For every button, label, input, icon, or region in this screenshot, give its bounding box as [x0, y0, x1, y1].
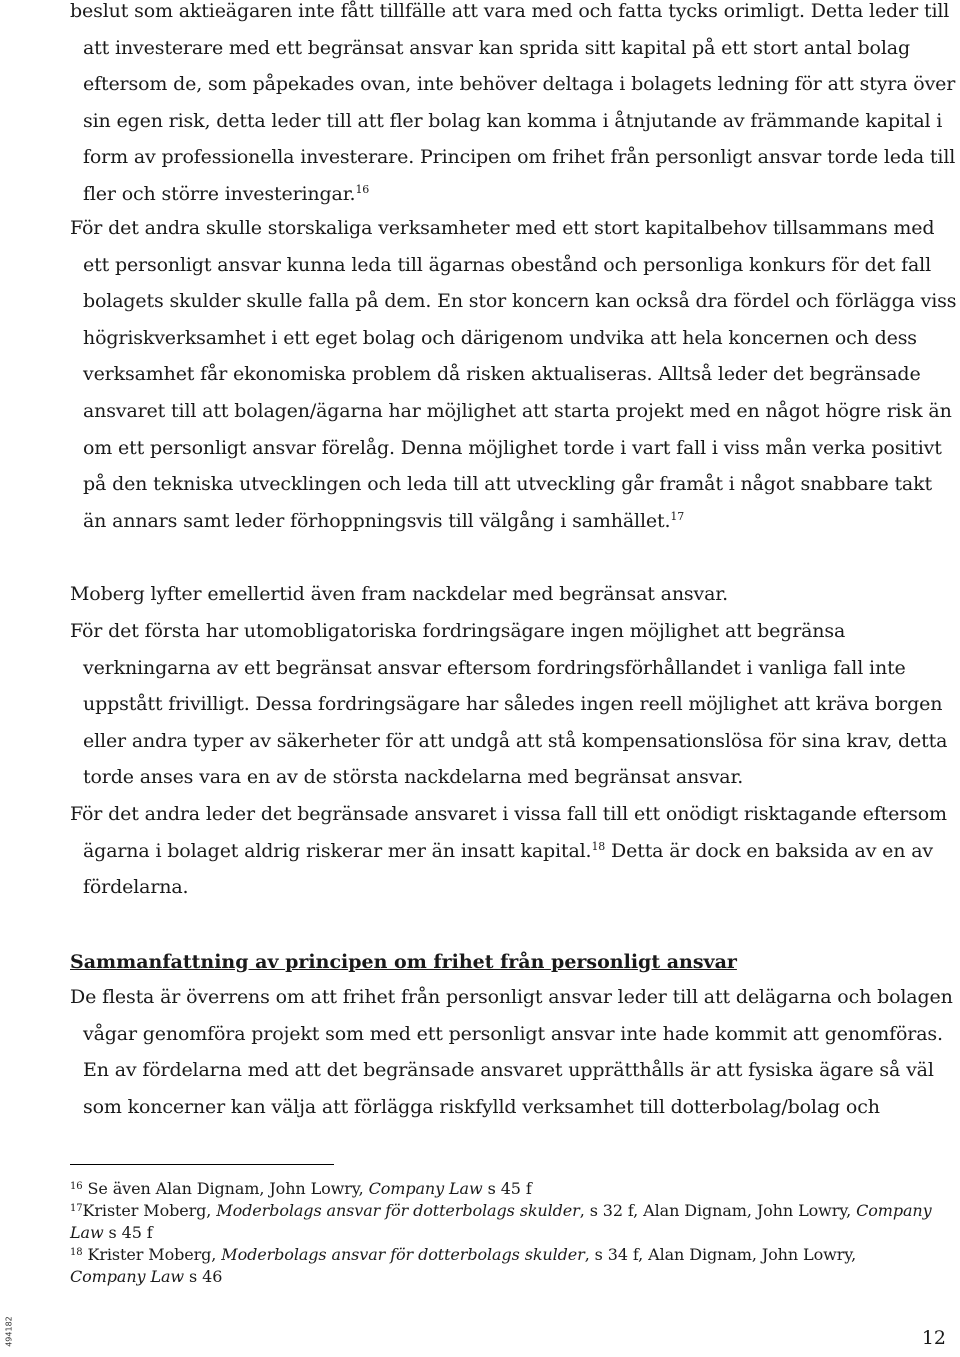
footnote-18 [70, 1244, 932, 1288]
section-heading: Sammanfattning av principen om frihet från personligt ansvar [70, 951, 737, 973]
side-id: 494182 [4, 1316, 14, 1347]
footnote-title: Company Law [368, 1179, 483, 1198]
footnote-separator [70, 1164, 334, 1165]
footnote-ref-16[interactable]: 16 [355, 182, 370, 196]
footnote-text: Se även Alan Dignam, John Lowry, [82, 1179, 369, 1198]
paragraph-drawbacks-first: För det första har utomobligatoriska fordringsägare ingen möjlighet att begränsa verkningarna av ett begränsat ansvar eftersom fordringsförhållandet i vanliga fall inte uppstått frivilligt. Dessa fordringsägare har således ingen reell möjlighet att kräva borgen eller andra typer av säkerheter för att undgå att stå kompensationslösa för sina krav, detta torde anses vara en av de största nackdelarna med begränsat ansvar. [70, 620, 948, 789]
paragraph-benefits-large-business [70, 210, 958, 539]
footnote-text: , s 34 f, Alan Dignam, John Lowry, [584, 1245, 857, 1264]
footnote-text: Krister Moberg, [82, 1201, 217, 1220]
footnote-title: Company Law [70, 1201, 932, 1243]
paragraph-drawbacks-second [70, 796, 958, 906]
paragraph-drawbacks-intro: Moberg lyfter emellertid även fram nackdelar med begränsat ansvar. [70, 583, 729, 605]
footnote-number: 16 [70, 1181, 83, 1192]
summary-paragraph-first: De flesta är överrens om att frihet från personligt ansvar leder till att delägarna och bolagen vågar genomföra projekt som med ett personligt ansvar inte hade kommit att genomföras. [70, 986, 953, 1045]
summary-paragraph-second: En av fördelarna med att det begränsade ansvaret upprätthålls är att fysiska ägare så väl som koncerner kan välja att förlägga riskfylld verksamhet till dotterbolag/bolag och [83, 1059, 934, 1118]
footnote-number: 17 [70, 1203, 83, 1214]
footnote-text: s 45 f [482, 1179, 532, 1198]
footnote-number: 18 [70, 1247, 83, 1258]
footnote-16 [70, 1178, 932, 1200]
footnote-text: s 45 f [103, 1223, 153, 1243]
footnote-title: Company Law [70, 1267, 185, 1287]
paragraph-benefits-investment [70, 0, 958, 213]
paragraph-text: beslut som aktieägaren inte fått tillfälle att vara med och fatta tycks orimligt. Detta leder till att investerare med ett begränsat ansvar kan sprida sitt kapital på ett stort antal bolag eftersom de, som påpekades ovan, inte behöver deltaga i bolagets ledning för att styra över sin egen risk, detta leder till att fler bolag kan komma i åtnjutande av främmande kapital i form av professionella investerare. Principen om frihet från personligt ansvar torde leda till fler och större investeringar. [70, 0, 956, 205]
footnote-text: Krister Moberg, [82, 1245, 222, 1264]
paragraph-text: För det andra skulle storskaliga verksamheter med ett stort kapitalbehov tillsammans med ett personligt ansvar kunna leda till ägarnas obestånd och personliga konkurs för det fall bolagets skulder skulle falla på dem. En stor koncern kan också dra fördel och förlägga viss högriskverksamhet i ett eget bolag och därigenom undvika att hela koncernen och dess verksamhet får ekonomiska problem då risken aktualiseras. Alltså leder det begränsade ansvaret till att bolagen/ägarna har möjlighet att starta projekt med en något högre risk än om ett personligt ansvar förelåg. Denna möjlighet torde i vart fall i viss mån verka positivt på den tekniska utvecklingen och leda till att utveckling går framåt i något snabbare takt än annars samt leder förhoppningsvis till välgång i samhället. [70, 217, 957, 532]
footnote-text: , s 32 f, Alan Dignam, John Lowry, [579, 1201, 857, 1220]
footnote-title: Moderbolags ansvar för dotterbolags skulder [216, 1201, 580, 1220]
footnote-17 [70, 1200, 932, 1244]
footnote-title: Moderbolags ansvar för dotterbolags skulder [221, 1245, 585, 1264]
footnote-ref-17[interactable]: 17 [670, 509, 685, 523]
footnote-text: s 46 [184, 1267, 223, 1287]
footnote-ref-18[interactable]: 18 [591, 839, 606, 853]
page-number: 12 [921, 1327, 946, 1349]
paragraph-text: För det andra leder det begränsade ansvaret i vissa fall till ett onödigt risktagande eftersom ägarna i bolaget aldrig riskerar mer än insatt kapital. [70, 803, 947, 862]
paragraph-text-tail: Detta är dock en baksida av en av fördelarna. [83, 839, 934, 899]
